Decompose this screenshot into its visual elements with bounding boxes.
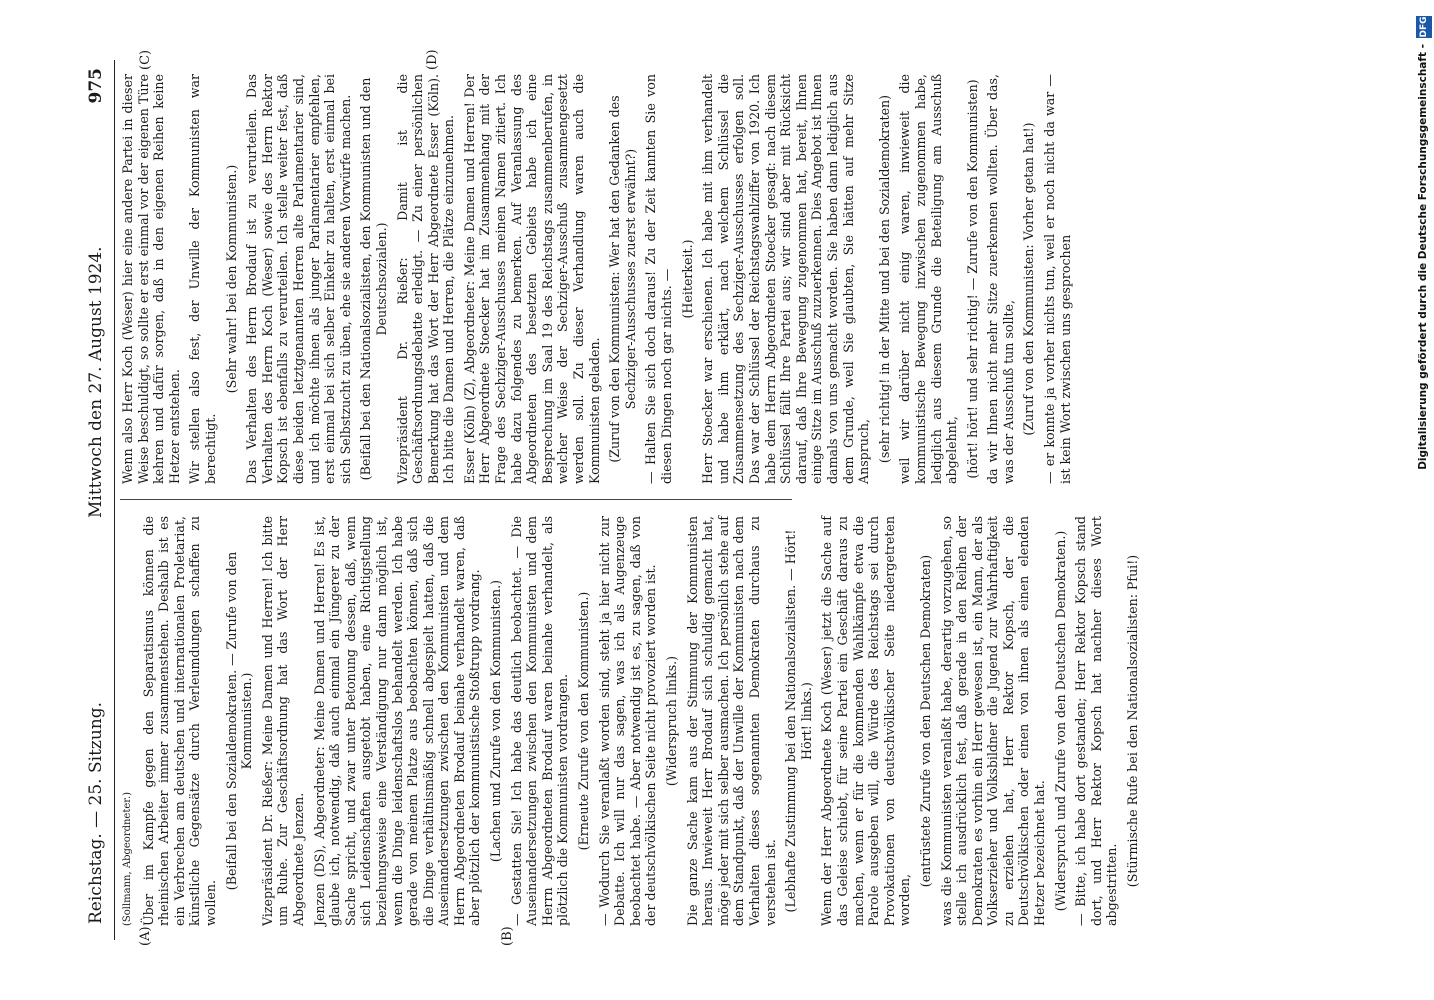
- paragraph: da wir Ihnen nicht mehr Sitze zuerkennen wollten. Über das, was der Ausschuß tun sollte,: [985, 74, 1016, 484]
- paragraph: — Bitte, ich habe dort gestanden; Herr Rektor Kopsch stand dort, und Herr Rektor Kopsch hat nachher dieses Wort abgestritten.: [1073, 516, 1120, 926]
- left-text-column: [120, 516, 1141, 926]
- header-date: Mittwoch den 27. August 1924.: [86, 246, 106, 518]
- paragraph: (Sollmann, Abgeordneter.): [122, 791, 133, 926]
- scanned-page: [80, 49, 1141, 946]
- paragraph: (Zuruf von den Kommunisten: Wer hat den Gedanken des Sechziger-Ausschusses zuerst erwähnt?): [607, 95, 638, 463]
- margin-mark-d: (D): [425, 49, 440, 70]
- paragraph: (Erneute Zurufe von den Kommunisten.): [576, 591, 592, 851]
- margin-mark-a: (A): [138, 926, 153, 946]
- paragraph: Wenn der Herr Abgeordnete Koch (Weser) jetzt die Sache auf das Geleise schiebt, für seine Partei ein Geschäft daraus zu machen, wenn er für die kommenden Wahlkämpfe etwa die Parole ausgeben will, die Würde des Reichstags sei durch Provokationen von deutschvölkischer Seite niedergetreten worden,: [819, 516, 913, 926]
- paragraph: (Lachen und Zurufe von den Kommunisten.): [488, 579, 504, 863]
- paragraph: — er konnte ja vorher nichts tun, weil er noch nicht da war — ist kein Wort zwischen uns gesprochen: [1042, 74, 1073, 484]
- header-session: Reichstag. — 25. Sitzung.: [86, 701, 106, 924]
- margin-mark-c: (C): [138, 49, 153, 70]
- funding-credit-text: Digitalisierung gefördert durch die Deutsche Forschungsgemeinschaft -: [1417, 44, 1429, 470]
- paragraph: Das Verhalten des Herrn Brodauf ist zu verurteilen. Das Verhalten des Herrn Koch (Weser) sowie des Herrn Rektor Kopsch ist ebenfalls zu verurteilen. Ich stelle weiter fest, daß diese beiden letztgenannten Herren alte Parlamentarier sind, und ich möchte ihnen als junger Parlamentarier empfehlen, erst einmal bei sich selber Einkehr zu halten, erst einmal bei sich Selbstzucht zu üben, ehe sie anderen Vorwürfe machen.: [244, 74, 353, 484]
- paragraph: (Beifall bei den Nationalsozialisten, den Kommunisten und den Deutschsozialen.): [358, 77, 389, 481]
- paragraph: Wir stellen also fest, der Unwille der Kommunisten war berechtigt.: [187, 74, 218, 484]
- paragraph: Vizepräsident Dr. Rießer: Meine Damen und Herren! Ich bitte um Ruhe. Zur Geschäftsordnung hat das Wort der Herr Abgeordnete Jenzen.: [259, 516, 306, 926]
- paragraph: Vizepräsident Dr. Rießer: Damit ist die Geschäftsordnungsdebatte erledigt. — Zu einer persönlichen Bemerkung hat das Wort der Herr Abgeordnete Esser (Köln). Ich bitte die Damen und Herren, die Plätze einzunehmen.: [394, 74, 457, 484]
- paragraph: — Halten Sie sich doch daraus! Zu der Zeit kannten Sie von diesen Dingen noch gar nichts. —: [643, 74, 674, 484]
- paragraph: (Widerspruch und Zurufe von den Deutschen Demokraten.): [1052, 530, 1068, 912]
- paragraph: (Sehr wahr! bei den Kommunisten.): [223, 164, 239, 394]
- margin-mark-b: (B): [500, 926, 515, 946]
- paragraph: (Stürmische Rufe bei den Nationalsozialisten: Pfui!): [1125, 554, 1141, 888]
- paragraph: — Wodurch Sie veranlaßt worden sind, steht ja hier nicht zur Debatte. Ich will nur das sagen, was ich als Augenzeuge beobachtet habe. — Aber notwendig ist es, zu sagen, daß von der deutschvölkischen Seite nicht provoziert worden ist.: [596, 516, 659, 926]
- paragraph: (Widerspruch links.): [664, 655, 679, 787]
- right-text-column: [120, 74, 1073, 484]
- paragraph: was die Kommunisten veranlaßt habe, derartig vorzugehen, so stelle ich ausdrücklich fest, daß gerade in den Reihen der Demokraten es vorhin ein Herr gewesen ist, ein Mann, der als Volkserzieher und Volksbildner die Jugend zur Wahrhaftigkeit zu erziehen hat, Herr Rektor Kopsch, der die Deutschvölkischen oder einen von ihnen als einen elenden Hetzer bezeichnet hat.: [938, 516, 1048, 926]
- page-header: [80, 60, 115, 940]
- paragraph: Die ganze Sache kam aus der Stimmung der Kommunisten heraus. Inwieweit Herr Brodauf sich schuldig gemacht hat, möge jeder mit sich selber ausmachen. Ich persönlich stehe auf dem Standpunkt, daß der Unwille der Kommunisten nach dem Verhalten dieses sogenannten Demokraten durchaus zu verstehen ist.: [684, 516, 778, 926]
- paragraph: (hört! hört! und sehr richtig! — Zurufe von den Kommunisten): [964, 79, 980, 479]
- paragraph: Jenzen (DS), Abgeordneter: Meine Damen und Herren! Es ist, glaube ich, notwendig, daß auch einmal ein Jüngerer zu der Sache spricht, und zwar unter Betonung dessen, daß, wenn sich Leidenschaften ausgetobt haben, eine Richtigstellung beziehungsweise eine Verständigung nur dann möglich ist, wenn die Dinge leidenschaftslos behandelt werden. Ich habe gerade von meinem Platze aus beobachten können, daß sich die Dinge verhältnismäßig schnell abgespielt hatten, daß die Auseinandersetzungen zwischen den Kommunisten und dem Herrn Abgeordneten Brodauf beinahe verhandelt waren, daß aber plötzlich der kommunistische Stoßtrupp vordrang.: [311, 516, 483, 926]
- paragraph: (Heiterkeit.): [679, 239, 695, 319]
- paragraph: (entrüstete Zurufe von den Deutschen Demokraten): [917, 554, 933, 888]
- paragraph: — Gestatten Sie! Ich habe das deutlich beobachtet. — Die Auseinandersetzungen zwischen den Kommunisten und dem Herrn Abgeordneten Brodauf waren beinahe verhandelt, als plötzlich die Kommunisten vordrangen.: [508, 516, 571, 926]
- paragraph: weil wir darüber nicht einig waren, inwieweit die kommunistische Bewegung inzwischen zugenommen habe, lediglich aus diesem Grunde die Beteiligung am Ausschuß abgelehnt,: [897, 74, 960, 484]
- paragraph: Herr Stoecker war erschienen. Ich habe mit ihm verhandelt und habe ihm erklärt, nach welchem Schlüssel die Zusammensetzung des Sechziger-Ausschusses erfolgen soll. Das war der Schlüssel der Reichstagswahlziffer von 1920. Ich habe dem Herrn Abgeordneten Stoecker gesagt: nach diesem Schlüssel fällt Ihre Partei aus; wir sind aber mit Rücksicht darauf, daß Ihre Bewegung zugenommen hat, bereit, Ihnen einige Sitze im Ausschuß zuzuerkennen. Dies Angebot ist Ihnen damals von uns gemacht worden. Sie haben dann lediglich aus dem Grunde, weil Sie glaubten, Sie hätten auf mehr Sitze Anspruch,: [700, 74, 872, 484]
- paragraph: Esser (Köln) (Z), Abgeordneter: Meine Damen und Herren! Der Herr Abgeordnete Stoecker hat im Zusammenhang mit der Frage des Sechziger-Ausschusses meinen Namen zitiert. Ich habe dazu folgendes zu bemerken. Auf Veranlassung des Abgeordneten des besetzten Gebiets habe ich eine Besprechung im Saal 19 des Reichstags zusammenberufen, in welcher Weise der Sechziger-Ausschuß zusammengesetzt werden soll. Zu dieser Verhandlung waren auch die Kommunisten geladen.: [461, 74, 602, 484]
- funding-credit-strip: [1416, 0, 1434, 1000]
- paragraph: Über im Kampfe gegen den Separatismus können die rheinischen Arbeiter immer zusammenstehen. Deshalb ist es ein Verbrechen am deutschen und internationalen Proletariat, künstliche Gegensätze durch Verleumdungen schaffen zu wollen.: [140, 516, 218, 926]
- paragraph: (Lebhafte Zustimmung bei den Nationalsozialisten. — Hört! Hört! links.): [783, 529, 814, 913]
- paragraph: (Beifall bei den Sozialdemokraten. — Zurufe von den Kommunisten.): [223, 551, 255, 891]
- dfg-logo: DFG: [1416, 16, 1432, 38]
- paragraph: (sehr richtig! in der Mitte und bei den Sozialdemokraten): [876, 94, 892, 464]
- column-divider: [120, 499, 792, 500]
- page-number: 975: [86, 68, 106, 104]
- paragraph: (Zuruf von den Kommunisten: Vorher getan hat!): [1021, 122, 1037, 436]
- paragraph: Wenn also Herr Koch (Weser) hier eine andere Partei in dieser Weise beschuldigt, so sollte er erst einmal vor der eigenen Türe kehren und dafür sorgen, daß in den eigenen Reihen keine Hetzer entstehen.: [120, 74, 182, 484]
